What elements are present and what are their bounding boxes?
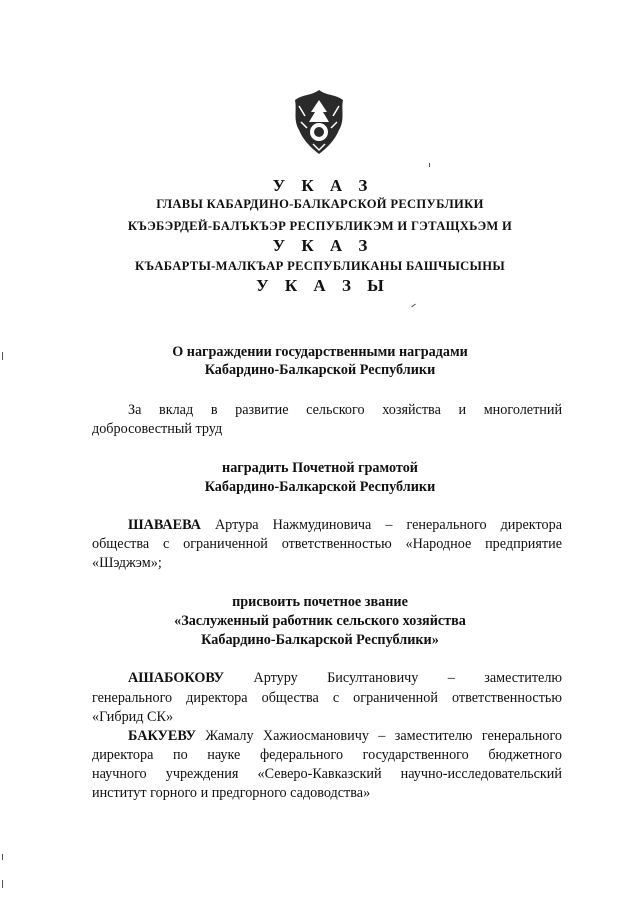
decree-title-balkar: У К А З Ы xyxy=(256,276,390,295)
decree-title: У К А З xyxy=(272,176,374,195)
person-3-line-3: научного учреждения «Северо-Кавказский научно-исследовательский xyxy=(92,766,562,782)
person-3-name: БАКУЕВУ xyxy=(128,728,197,744)
decree-title-kabardian: У К А З xyxy=(272,236,374,255)
person-2-name: АШАБОКОВУ xyxy=(128,670,225,686)
award-1-line-1: наградить Почетной грамотой xyxy=(222,460,418,476)
scan-dot-mark xyxy=(429,163,430,167)
award-2-line-1: присвоить почетное звание xyxy=(232,594,408,610)
issuer-line-kabardian: КЪЭБЭРДЕЙ-БАЛЪКЪЭР РЕСПУБЛИКЭМ И ГЭТАЩХЬЭМ И xyxy=(127,219,513,233)
scan-edge-mark xyxy=(2,880,3,888)
person-2-line-1: АШАБОКОВУ Артуру Бисултановичу – заместителю xyxy=(128,670,563,686)
issuer-line-russian: ГЛАВЫ КАБАРДИНО-БАЛКАРСКОЙ РЕСПУБЛИКИ xyxy=(156,197,484,211)
person-3-line-2: директора по науке федерального государственного бюджетного xyxy=(92,747,562,763)
intro-line-1: За вклад в развитие сельского хозяйства и многолетний xyxy=(128,402,563,418)
intro-line-2: добросовестный труд xyxy=(92,421,223,437)
person-1-line-2: общества с ограниченной ответственностью «Народное предприятие xyxy=(92,536,562,552)
scan-dash-mark xyxy=(411,304,416,308)
person-1-name: ШАВАЕВА xyxy=(128,517,201,533)
award-1-line-2: Кабардино-Балкарской Республики xyxy=(204,479,436,495)
subject-line-1: О награждении государственными наградами xyxy=(172,344,468,360)
person-1-line-1: ШАВАЕВА Артура Нажмудиновича – генерального директора xyxy=(128,517,562,533)
person-3-line-4: институт горного и предгорного садоводства» xyxy=(92,785,371,801)
person-1-line-3: «Шэджэм»; xyxy=(92,555,162,571)
person-2-line-3: «Гибрид СК» xyxy=(92,709,174,725)
person-3-line-1: БАКУЕВУ Жамалу Хажиосмановичу – заместителю генерального xyxy=(128,728,563,744)
scan-edge-mark xyxy=(2,854,3,860)
subject-line-2: Кабардино-Балкарской Республики xyxy=(204,362,436,378)
issuer-line-balkar: КЪАБАРТЫ-МАЛКЪАР РЕСПУБЛИКАНЫ БАШЧЫСЫНЫ xyxy=(135,259,505,273)
person-2-line-2: генерального директора общества с ограниченной ответственностью xyxy=(92,690,562,706)
award-2-line-3: Кабардино-Балкарской Республики» xyxy=(201,632,439,648)
scan-edge-mark xyxy=(2,352,3,360)
coat-of-arms-emblem xyxy=(289,86,349,156)
award-2-line-2: «Заслуженный работник сельского хозяйства xyxy=(174,613,466,629)
